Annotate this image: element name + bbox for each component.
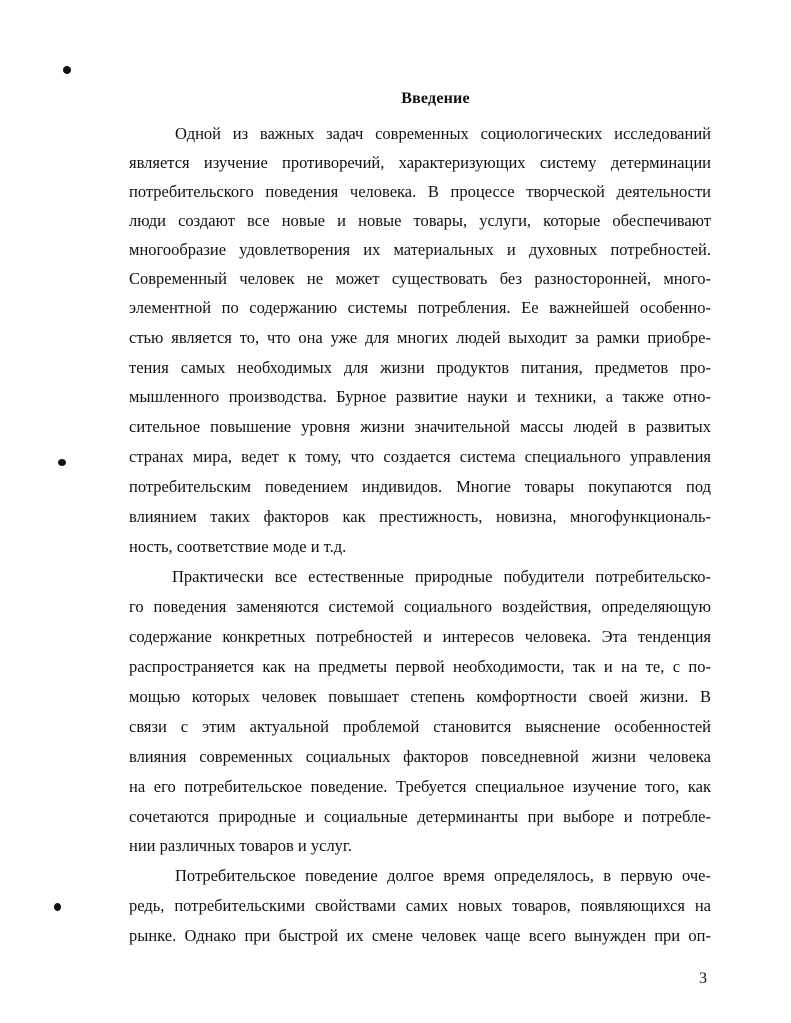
- text-line: ность, соответствие моде и т.д.: [129, 537, 347, 556]
- text-line: стью является то, что она уже для многих людей выходит за рамки приобре-: [129, 328, 711, 347]
- text-line: влияния современных социальных факторов повседневной жизни человека: [129, 747, 711, 766]
- text-line: сочетаются природные и социальные детерминанты при выборе и потребле-: [129, 807, 711, 826]
- text-line: многообразие удовлетворения их материальных и духовных потребностей.: [129, 240, 711, 259]
- text-line: тения самых необходимых для жизни продуктов питания, предметов про-: [129, 358, 711, 377]
- text-line: люди создают все новые и новые товары, услуги, которые обеспечивают: [129, 211, 711, 230]
- text-line: мышленного производства. Бурное развитие науки и техники, а также отно-: [129, 387, 711, 406]
- text-line: го поведения заменяются системой социального воздействия, определяющую: [129, 597, 711, 616]
- text-line: содержание конкретных потребностей и интересов человека. Эта тенденция: [129, 627, 711, 646]
- text-line: странах мира, ведет к тому, что создается система специального управления: [129, 447, 711, 466]
- text-line: потребительским поведением индивидов. Многие товары покупаются под: [129, 477, 711, 496]
- text-line: рынке. Однако при быстрой их смене человек чаще всего вынужден при оп-: [129, 926, 711, 945]
- text-line: сительное повышение уровня жизни значительной массы людей в развитых: [129, 417, 711, 436]
- text-line: Практически все естественные природные побудители потребительско-: [172, 567, 711, 586]
- text-line: на его потребительское поведение. Требуется специальное изучение того, как: [129, 777, 711, 796]
- scan-speck-top: [63, 66, 71, 74]
- text-line: Одной из важных задач современных социологических исследований: [175, 124, 711, 143]
- text-line: влиянием таких факторов как престижность, новизна, многофункциональ-: [129, 507, 711, 526]
- text-line: элементной по содержанию системы потребления. Ее важнейшей особенно-: [129, 298, 711, 317]
- text-line: редь, потребительскими свойствами самих новых товаров, появляющихся на: [129, 896, 711, 915]
- text-line: нии различных товаров и услуг.: [129, 836, 352, 855]
- scan-speck-lower: [54, 903, 61, 911]
- section-heading: Введение: [401, 90, 470, 107]
- text-line: Современный человек не может существовать без разносторонней, много-: [129, 269, 711, 288]
- scan-speck-middle: [58, 459, 66, 466]
- text-line: является изучение противоречий, характеризующих систему детерминации: [129, 153, 711, 172]
- text-line: распространяется как на предметы первой необходимости, так и на те, с по-: [129, 657, 711, 676]
- text-line: потребительского поведения человека. В процессе творческой деятельности: [129, 182, 711, 201]
- text-line: Потребительское поведение долгое время определялось, в первую оче-: [175, 866, 711, 885]
- text-line: связи с этим актуальной проблемой становится выяснение особенностей: [129, 717, 711, 736]
- text-line: мощью которых человек повышает степень комфортности своей жизни. В: [129, 687, 711, 706]
- page-number: 3: [699, 970, 707, 987]
